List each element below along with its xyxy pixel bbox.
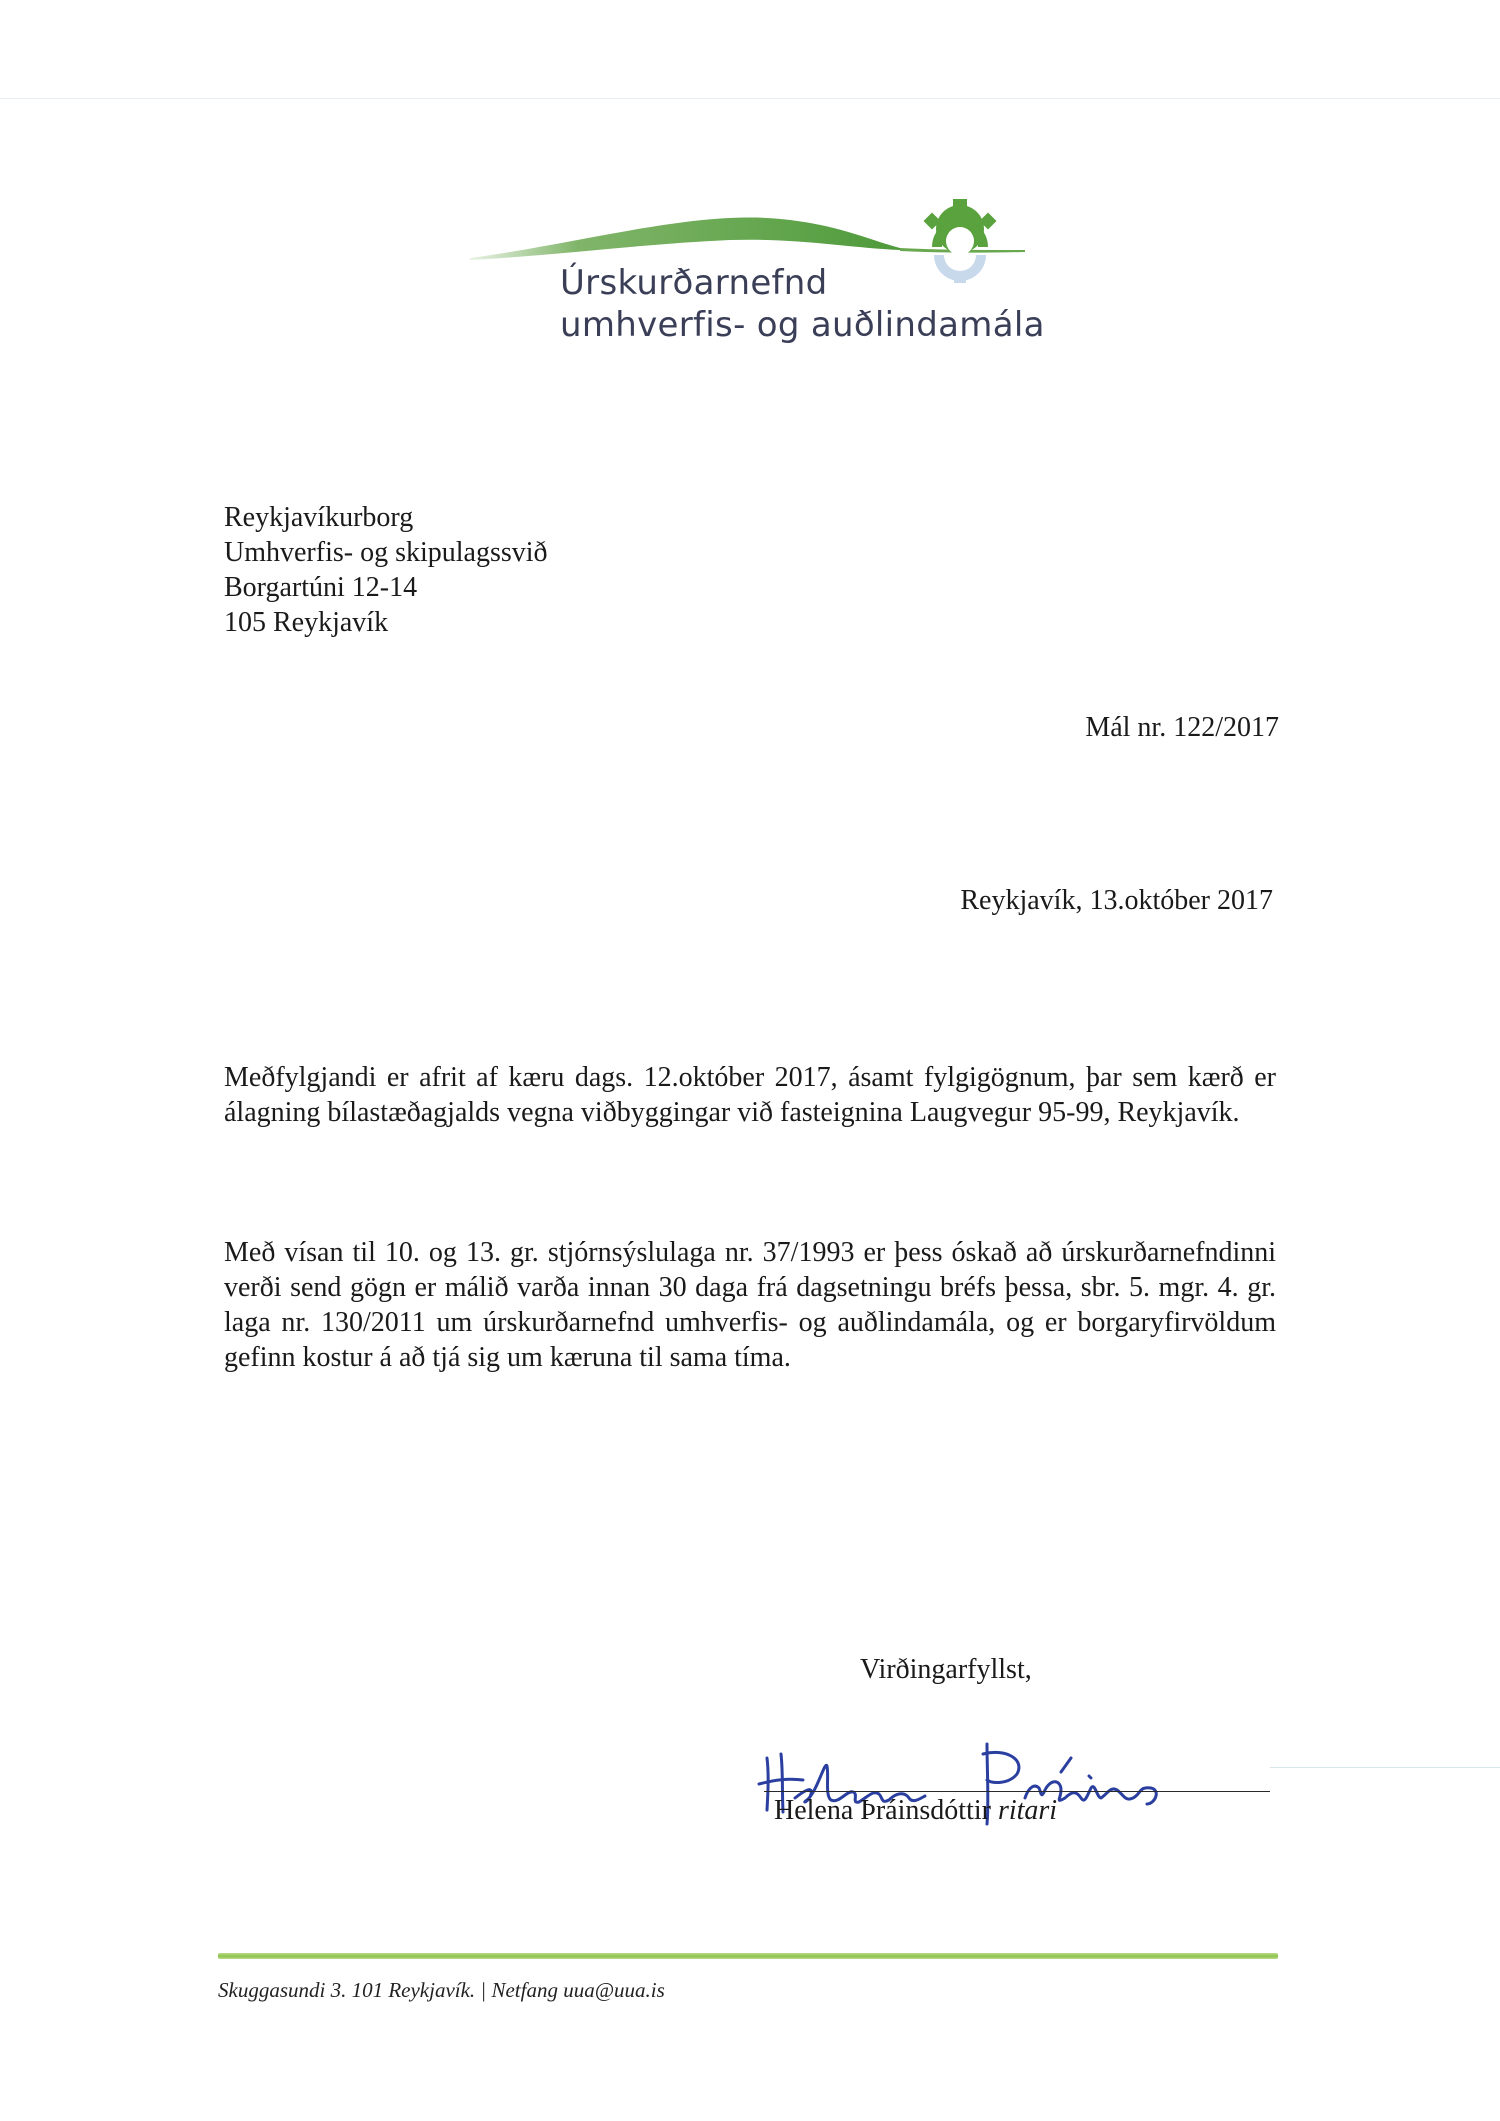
top-divider [0, 98, 1500, 99]
organization-name [560, 262, 1045, 346]
org-name-line1: Úrskurðarnefnd [560, 263, 828, 303]
signatory [774, 1795, 1057, 1827]
signature-line-faint [1270, 1767, 1500, 1768]
letterhead-logo [470, 190, 1045, 350]
body-paragraph-1: Meðfylgjandi er afrit af kæru dags. 12.október 2017, ásamt fylgigögnum, þar sem kærð er álagning bílastæðagjalds vegna viðbyggingar við fasteignina Laugvegur 95-99, Reykjavík. [224, 1062, 1276, 1128]
recipient-line: Reykjavíkurborg [224, 502, 414, 533]
signatory-name: Helena Þráinsdóttir [774, 1795, 991, 1826]
footer-divider [218, 1953, 1278, 1959]
recipient-line: 105 Reykjavík [224, 607, 389, 638]
recipient-address [224, 500, 548, 640]
signature-line [764, 1791, 1270, 1792]
closing-salutation: Virðingarfyllst, [860, 1654, 1032, 1685]
recipient-line: Umhverfis- og skipulagssvið [224, 537, 548, 568]
body-paragraph-2: Með vísan til 10. og 13. gr. stjórnsýslulaga nr. 37/1993 er þess óskað að úrskurðarnefndinni verði send gögn er málið varða innan 30 daga frá dagsetningu bréfs þessa, sbr. 5. mgr. 4. gr. laga nr. 130/2011 um úrskurðarnefnd umhverfis- og auðlindamála, og er borgaryfirvöldum gefinn kostur á að tjá sig um kæruna til sama tíma. [224, 1237, 1276, 1373]
footer-contact: Skuggasundi 3. 101 Reykjavík. | Netfang uua@uua.is [218, 1978, 665, 2002]
org-name-line2: umhverfis- og auðlindamála [560, 305, 1045, 345]
recipient-line: Borgartúni 12-14 [224, 572, 418, 603]
signatory-role: ritari [997, 1795, 1058, 1826]
case-number: Mál nr. 122/2017 [1085, 712, 1279, 743]
letter-date: Reykjavík, 13.október 2017 [960, 885, 1273, 916]
